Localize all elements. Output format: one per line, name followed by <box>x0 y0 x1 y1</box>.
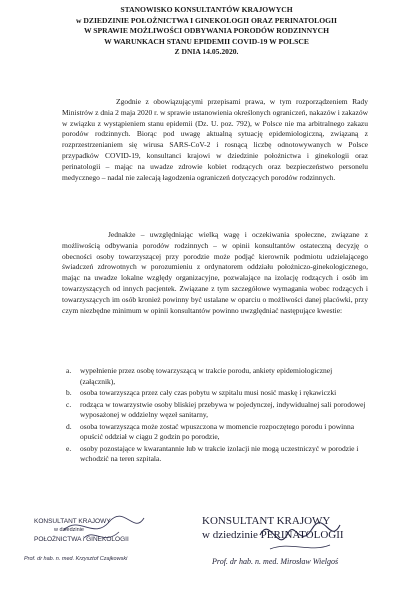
signature-stamp-right <box>200 515 390 575</box>
list-item-text: osoba towarzysząca może zostać wpuszczona w momencie rozpoczętego porodu i powinna opuścić oddział w ciągu 2 godzin po porodzie, <box>80 421 355 441</box>
list-marker: b. <box>66 388 72 397</box>
list-marker: c. <box>66 399 72 409</box>
list-item-text: osoba towarzysząca przez cały czas pobytu w szpitalu musi nosić maskę i rękawiczki <box>80 388 337 397</box>
paragraph-2: Jednakże – uwzględniając wielką wagę i oczekiwania społeczne, związane z możliwością odbywania porodów rodzinnych – w opinii konsultantów ostateczną decyzję o obecności osoby towarzyszącej przy porodzie może podjąć kierownik podmiotu udzielającego świadczeń zdrowotnych w porozumieniu z ordynatorem oddziału położniczo-ginekologicznego, mając na uwadze lokalne względy organizacyjne, pozwalające na izolację rodzących i osób im towarzyszących od innych pacjentek. Związane z tym szczegółowe wymagania wobec rodzących i towarzyszących im osób kronież powinny być ustalane w oparciu o możliwości danej placówki, przy czym niezbędne minimum w opinii konsultantów powinno uwzględniać następujące kwestie: <box>62 230 368 315</box>
title-line-5: Z DNIA 14.05.2020. <box>174 47 239 56</box>
list-item-text: osoby pozostające w kwarantannie lub w trakcie izolacji nie mogą uczestniczyć w porodzie i wchodzić na teren szpitala. <box>80 443 359 463</box>
list-item <box>62 400 368 421</box>
title-line-3: W SPRAWIE MOŻLIWOŚCI ODBYWANIA PORODÓW RODZINNYCH <box>83 26 330 35</box>
paragraph-1: Zgodnie z obowiązującymi przepisami prawa, w tym rozporządzeniem Rady Ministrów z dnia 2 maja 2020 r. w sprawie ustanowienia określonych ograniczeń, nakazów i zakazów w związku z wystąpieniem stanu epidemii (Dz. U. poz. 792), w Polsce nie ma arbitralnego zakazu porodów rodzinnych. Biorąc pod uwagę aktualną sytuację epidemiologiczną, związaną z rozprzestrzenianiem się wirusa SARS-CoV-2 i rosnącą liczbę odnotowywanych w Polsce przypadków COVID-19, konsultanci krajowi w dziedzinie położnictwa i ginekologii oraz perinatologii – mając na uwadze zdrowie kobiet rodzących oraz bezpieczeństwo personelu medycznego – nadal nie zalecają łagodzenia ograniczeń dotyczących porodów rodzinnych. <box>62 97 368 182</box>
list-item-text: wypełnienie przez osobę towarzyszącą w trakcie porodu, ankiety epidemiologicznej (załącznik), <box>80 366 333 386</box>
list-item <box>62 388 368 399</box>
stamp-right-name: Prof. dr hab. n. med. Mirosław Wielgoś <box>212 557 339 566</box>
list-marker: e. <box>66 443 72 453</box>
list-item <box>62 444 368 465</box>
list-marker: d. <box>66 421 72 431</box>
stamp-left-line-2: w dziedzinie <box>54 527 84 533</box>
title-line-4: W WARUNKACH STANU EPIDEMII COVID-19 W POLSCE <box>104 36 309 46</box>
stamp-left-line-3: POŁOŻNICTWA i GINEKOLOGII <box>34 536 129 543</box>
list-item <box>62 422 368 443</box>
stamp-left-line-1: KONSULTANT KRAJOWY <box>34 518 111 525</box>
requirements-list <box>62 366 368 466</box>
document-title <box>0 5 413 58</box>
signature-stamp-left <box>24 510 174 570</box>
list-item <box>62 366 368 387</box>
stamp-right-line-2: w dziedzinie PERINATOLOGII <box>202 529 344 541</box>
list-item-text: rodząca w towarzystwie osoby bliskiej przebywa w pojedynczej, indywidualnej sali porodowej wyposażonej w oddzielny węzeł sanitarny, <box>80 399 366 419</box>
list-marker: a. <box>66 366 72 375</box>
title-line-1: STANOWISKO KONSULTANTÓW KRAJOWYCH <box>120 5 293 14</box>
stamp-right-line-1: KONSULTANT KRAJOWY <box>202 515 331 527</box>
title-line-2: w DZIEDZINIE POŁOŻNICTWA I GINEKOLOGII ORAZ PERINATOLOGII <box>76 15 337 25</box>
stamp-left-name: Prof. dr hab. n. med. Krzysztof Czajkowski <box>24 556 128 562</box>
